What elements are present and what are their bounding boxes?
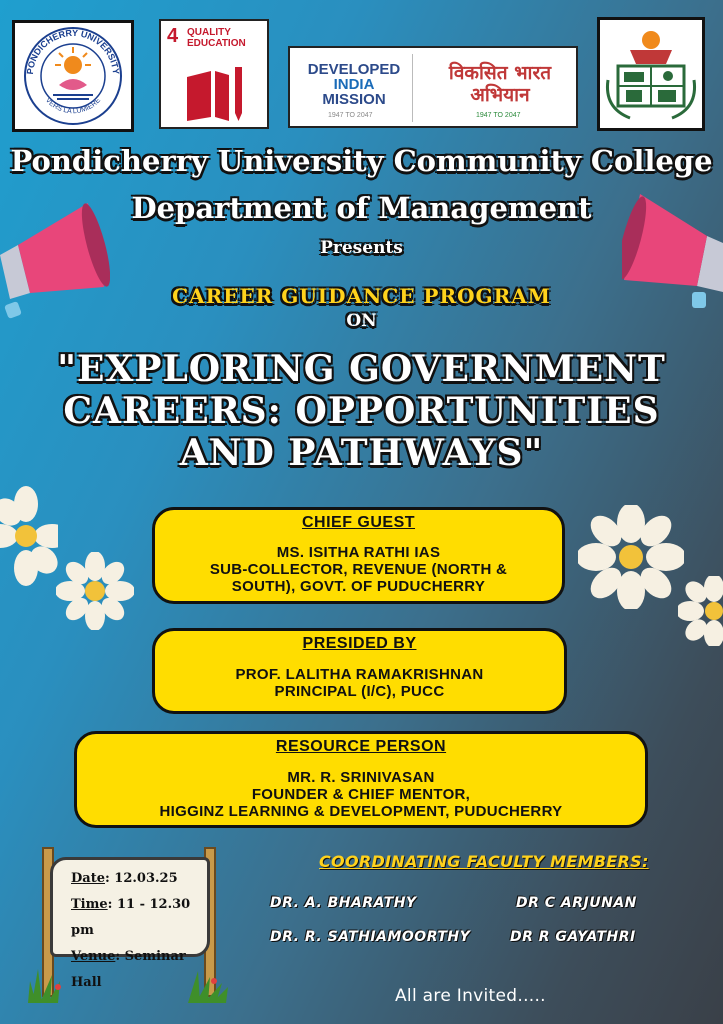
event-details-board	[50, 857, 210, 990]
resource-person-heading: RESOURCE PERSON	[275, 738, 447, 755]
chief-guest-office: SOUTH), GOVT. OF PUDUCHERRY	[231, 578, 486, 595]
coordinators-title: COORDINATING FACULTY MEMBERS:	[319, 852, 649, 871]
university-motto: VERS LA LUMIERE	[43, 96, 103, 116]
college-title: Pondicherry University Community College	[10, 144, 713, 178]
flower-icon	[0, 486, 58, 586]
chief-guest-name: MS. ISITHA RATHI IAS	[276, 544, 441, 561]
university-name: PONDICHERRY UNIVERSITY	[24, 27, 122, 75]
event-venue-label: Venue	[71, 949, 116, 964]
mission-hi-years: 1947 TO 2047	[476, 112, 521, 119]
mission-en-years: 1947 TO 2047	[328, 112, 373, 119]
resource-person-box	[74, 731, 648, 828]
resource-person-name: MR. R. SRINIVASAN	[287, 769, 435, 786]
mission-english	[304, 62, 404, 107]
mission-en-line1: DEVELOPED	[307, 61, 401, 78]
invitation-text: All are Invited.....	[395, 986, 546, 1006]
event-date-value: : 12.03.25	[104, 871, 178, 886]
presents-text: Presents	[320, 238, 403, 258]
chief-guest-heading: CHIEF GUEST	[301, 514, 416, 531]
coordinator-member: DR. A. BHARATHY	[270, 895, 417, 911]
event-theme: "EXPLORING GOVERNMENT CAREERS: OPPORTUNITIES AND PATHWAYS"	[57, 348, 666, 474]
coordinator-member: DR. R. SATHIAMOORTHY	[270, 929, 471, 945]
event-time-label: Time	[71, 897, 108, 912]
program-title: CAREER GUIDANCE PROGRAM	[172, 284, 551, 308]
chief-guest-box	[152, 507, 565, 604]
college-emblem-icon	[600, 20, 702, 128]
developed-india-mission-logo	[288, 46, 578, 128]
flower-icon	[578, 505, 684, 609]
grass-icon	[28, 961, 228, 1003]
university-emblem-icon	[15, 23, 131, 129]
event-date-row	[71, 866, 199, 892]
coordinator-member: DR R GAYATHRI	[510, 929, 636, 945]
department-title: Department of Management	[131, 191, 592, 225]
book-pencil-icon	[183, 65, 247, 123]
chief-guest-designation: SUB-COLLECTOR, REVENUE (NORTH &	[209, 561, 508, 578]
event-date-label: Date	[71, 871, 105, 886]
flower-icon	[56, 552, 134, 630]
event-details-signboard	[28, 843, 228, 1003]
sdg-text: QUALITY EDUCATION	[187, 27, 246, 49]
sdg-quality-education-logo	[159, 19, 269, 129]
mission-hi-line1: विकसित भारत	[448, 62, 552, 84]
event-time-row	[71, 892, 199, 944]
flower-icon	[678, 576, 723, 646]
resource-person-role: FOUNDER & CHIEF MENTOR,	[251, 786, 471, 803]
event-time-value: : 11 - 12.30 pm	[71, 897, 191, 938]
coordinator-member: DR C ARJUNAN	[516, 895, 637, 911]
mission-en-line2: INDIA	[333, 76, 375, 93]
mission-hindi	[430, 62, 570, 106]
event-venue-value: : Seminar Hall	[71, 949, 186, 990]
presided-by-box	[152, 628, 567, 714]
pondicherry-university-logo	[12, 20, 134, 132]
sdg-number: 4	[167, 25, 179, 47]
mission-divider	[412, 54, 413, 122]
presided-by-designation: PRINCIPAL (I/C), PUCC	[274, 683, 445, 700]
community-college-logo	[597, 17, 705, 131]
presided-by-name: PROF. LALITHA RAMAKRISHNAN	[235, 666, 484, 683]
mission-en-line3: MISSION	[322, 91, 386, 108]
on-text: ON	[346, 311, 377, 331]
presided-by-heading: PRESIDED BY	[302, 635, 417, 652]
mission-hi-line2: अभियान	[470, 84, 530, 106]
resource-person-organization: HIGGINZ LEARNING & DEVELOPMENT, PUDUCHERRY	[159, 803, 563, 820]
